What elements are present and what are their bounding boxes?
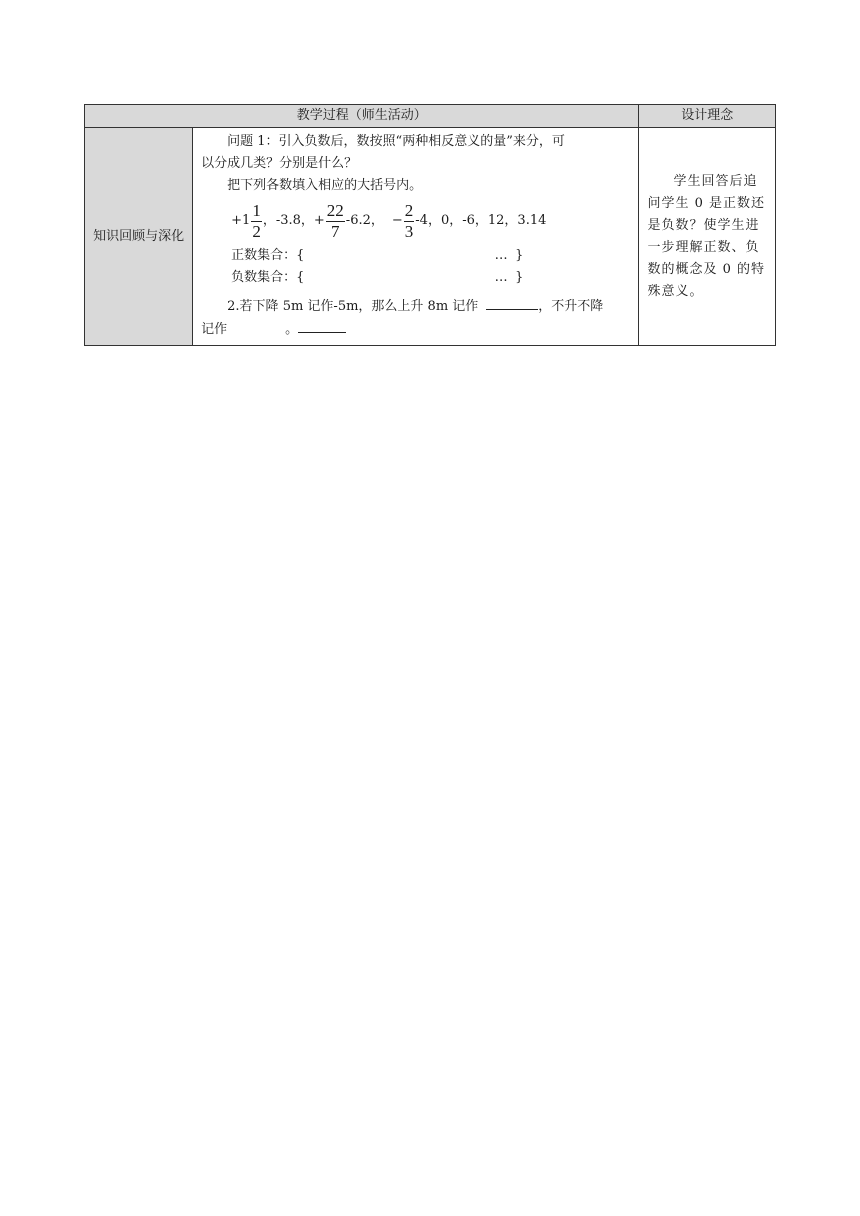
- question-2-line-2: [201, 318, 630, 341]
- question-1-line-2: 以分成几类？分别是什么？: [201, 156, 358, 171]
- fraction-two-thirds: [404, 201, 415, 242]
- positive-set-label: 正数集合：{: [231, 248, 305, 263]
- question-2-text: 2.若下降 5m 记作-5m，那么上升 8m 记作: [227, 299, 479, 314]
- positive-set-close: }: [515, 248, 524, 263]
- design-header: 设计理念: [639, 105, 776, 128]
- design-cell: [639, 128, 776, 346]
- answer-blank-2: [298, 318, 346, 333]
- negative-set-blank: [311, 267, 487, 289]
- number-6: -4，0，-6，12，3.14: [415, 213, 547, 228]
- lesson-table: [84, 104, 776, 346]
- table-content-row: [85, 128, 776, 346]
- positive-set-ellipsis: …: [494, 248, 508, 263]
- negative-set-label: 负数集合：{: [231, 270, 305, 285]
- content-cell: [193, 128, 639, 346]
- question-2-text-2: 记作: [201, 322, 228, 337]
- fraction-numerator: 2: [404, 200, 414, 220]
- topic-cell: 知识回顾与深化: [85, 128, 193, 346]
- number-4: -6.2，: [345, 213, 384, 228]
- table-header-row: [85, 105, 776, 128]
- number-2: ，-3.8，+: [262, 213, 325, 228]
- design-text: 学生回答后追问学生 0 是正数还是负数？使学生进一步理解正数、负数的概念及 0 的特殊意义。: [647, 173, 765, 299]
- positive-set-blank: [311, 245, 487, 267]
- question-2-line-1: [201, 295, 630, 318]
- number-list: [201, 197, 630, 245]
- question-2-period: 。: [285, 322, 299, 337]
- instruction-text: 把下列各数填入相应的大括号内。: [227, 178, 423, 193]
- fraction-twenty-two-sevenths: [326, 201, 345, 242]
- question-1-line-1: 问题 1：引入负数后，数按照“两种相反意义的量”来分，可: [227, 134, 565, 149]
- fraction-one-half: [251, 201, 262, 242]
- process-header: 教学过程（师生活动）: [85, 105, 639, 128]
- negative-set-row: [201, 267, 630, 289]
- negative-set-close: }: [515, 270, 524, 285]
- fraction-denominator: 3: [404, 221, 414, 241]
- answer-blank-1: [486, 295, 538, 310]
- fraction-numerator: 1: [252, 200, 261, 220]
- fraction-denominator: 2: [252, 221, 261, 241]
- fraction-numerator: 22: [326, 200, 344, 220]
- fraction-denominator: 7: [331, 221, 340, 241]
- question-2-continuation: ，不升不降: [538, 299, 604, 314]
- negative-set-ellipsis: …: [494, 270, 508, 285]
- number-5-prefix: −: [391, 213, 403, 228]
- positive-set-row: [201, 245, 630, 267]
- number-1-prefix: +1: [231, 213, 251, 228]
